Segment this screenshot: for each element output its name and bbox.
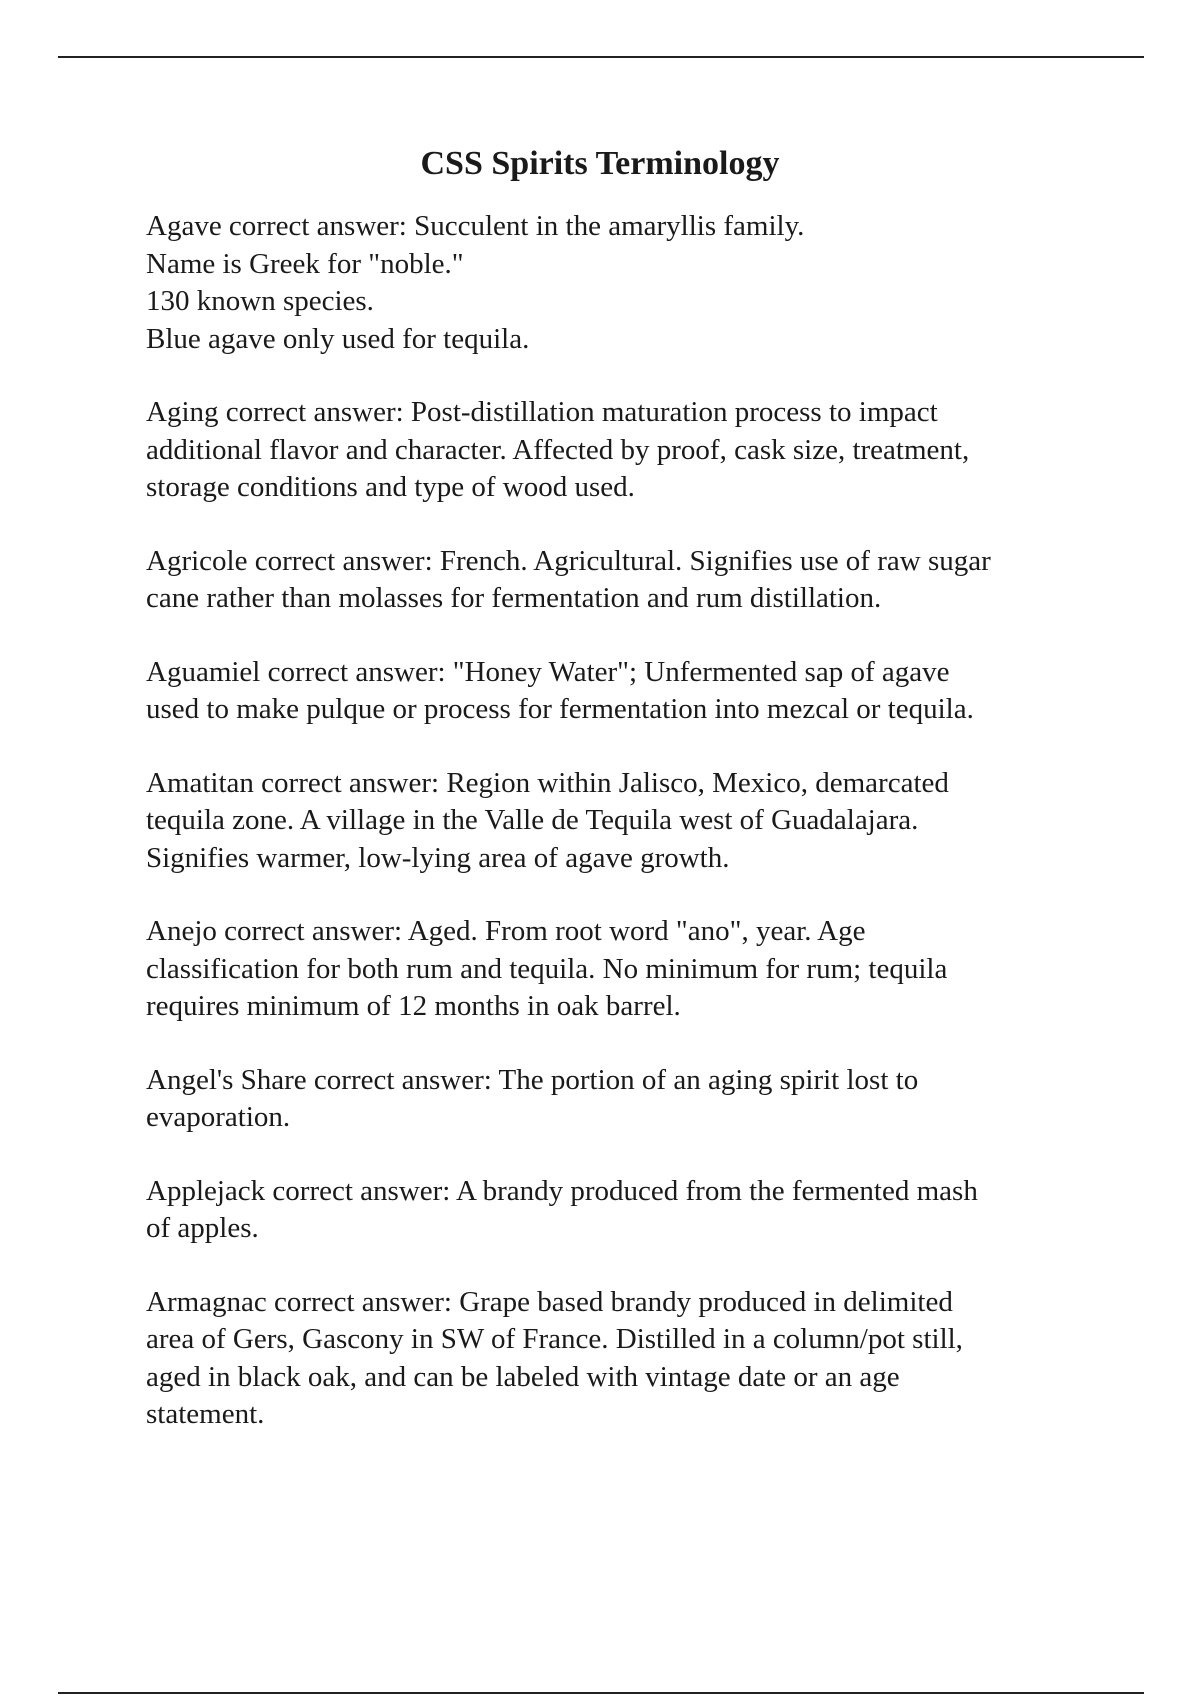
term-line: additional flavor and character. Affected by proof, cask size, treatment, bbox=[146, 433, 970, 466]
term-line: Name is Greek for "noble." bbox=[146, 247, 464, 280]
term-entry-armagnac bbox=[146, 1284, 1106, 1434]
term-line: Aguamiel correct answer: "Honey Water"; Unfermented sap of agave bbox=[146, 655, 950, 688]
term-line: tequila zone. A village in the Valle de Tequila west of Guadalajara. bbox=[146, 804, 919, 836]
term-line: Angel's Share correct answer: The portion of an aging spirit lost to bbox=[146, 1063, 919, 1096]
term-line: Signifies warmer, low-lying area of agave growth. bbox=[146, 841, 730, 874]
bottom-divider bbox=[58, 1692, 1144, 1694]
term-line: Aging correct answer: Post-distillation maturation process to impact bbox=[146, 396, 938, 428]
term-entry-aguamiel bbox=[146, 654, 1106, 729]
term-line: evaporation. bbox=[146, 1101, 291, 1133]
term-entry-applejack bbox=[146, 1173, 1106, 1248]
term-line: requires minimum of 12 months in oak barrel. bbox=[146, 990, 681, 1022]
term-entry-agricole bbox=[146, 543, 1106, 618]
term-line: Amatitan correct answer: Region within Jalisco, Mexico, demarcated bbox=[146, 766, 949, 799]
term-line: Agave correct answer: Succulent in the amaryllis family. bbox=[146, 210, 805, 242]
term-entry-agave bbox=[146, 208, 1106, 358]
term-line: Blue agave only used for tequila. bbox=[146, 322, 530, 355]
term-entry-anejo bbox=[146, 913, 1106, 1026]
term-entry-aging bbox=[146, 394, 1106, 507]
term-line: area of Gers, Gascony in SW of France. Distilled in a column/pot still, bbox=[146, 1323, 963, 1355]
term-line: Applejack correct answer: A brandy produced from the fermented mash bbox=[146, 1174, 978, 1207]
term-line: cane rather than molasses for fermentation and rum distillation. bbox=[146, 582, 882, 614]
term-line: statement. bbox=[146, 1398, 265, 1430]
term-line: classification for both rum and tequila. No minimum for rum; tequila bbox=[146, 952, 948, 985]
page-title: CSS Spirits Terminology bbox=[420, 145, 780, 182]
term-line: of apples. bbox=[146, 1212, 259, 1244]
term-entry-amatitan bbox=[146, 765, 1106, 878]
term-line: Armagnac correct answer: Grape based brandy produced in delimited bbox=[146, 1285, 953, 1318]
terminology-list bbox=[146, 208, 1106, 1470]
term-line: used to make pulque or process for fermentation into mezcal or tequila. bbox=[146, 693, 974, 725]
term-entry-angels-share bbox=[146, 1062, 1106, 1137]
term-line: Agricole correct answer: French. Agricultural. Signifies use of raw sugar bbox=[146, 544, 991, 577]
term-line: Anejo correct answer: Aged. From root word "ano", year. Age bbox=[146, 915, 866, 947]
term-line: 130 known species. bbox=[146, 285, 374, 317]
term-line: storage conditions and type of wood used. bbox=[146, 471, 635, 503]
top-divider bbox=[58, 56, 1144, 58]
term-line: aged in black oak, and can be labeled with vintage date or an age bbox=[146, 1360, 900, 1393]
